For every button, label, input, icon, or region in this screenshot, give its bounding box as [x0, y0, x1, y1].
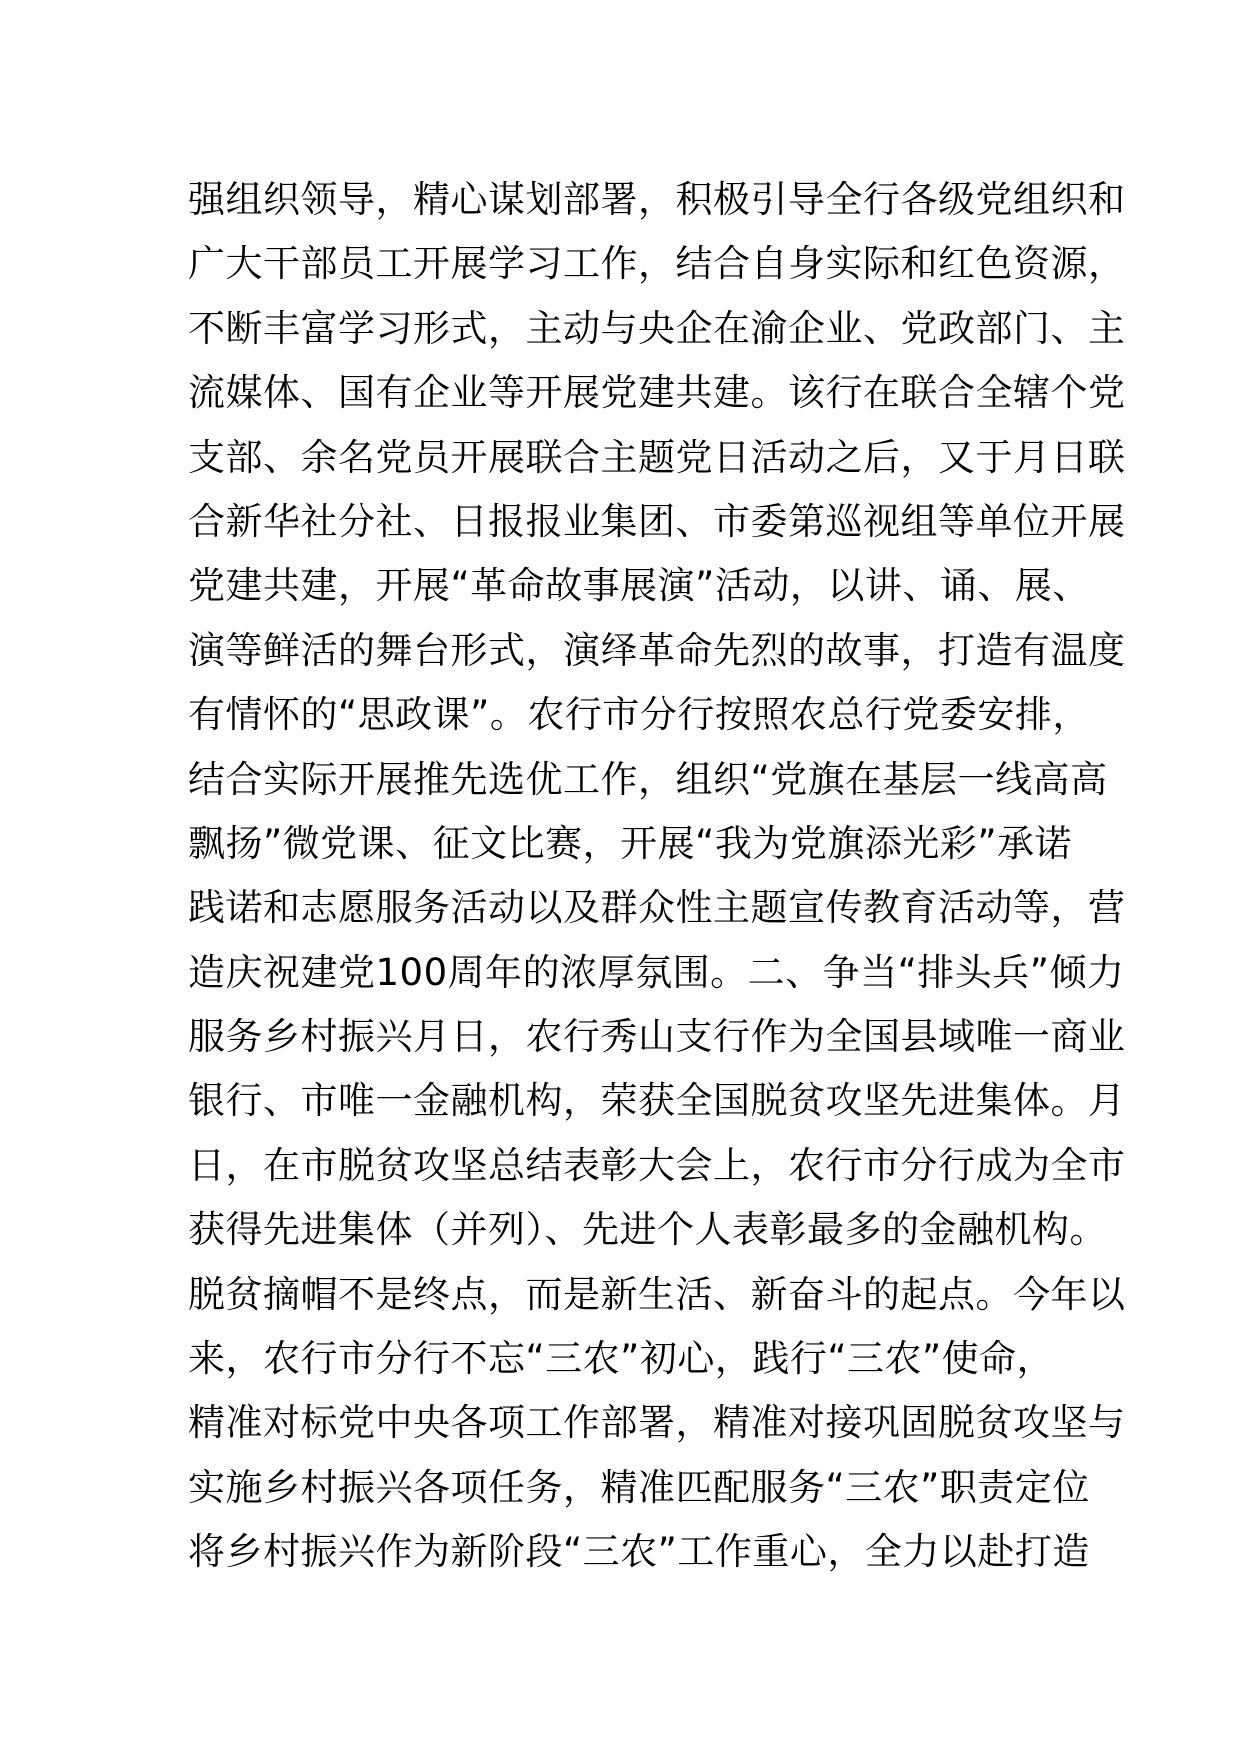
- text-line: 流媒体、国有企业等开展党建共建。该行在联合全辖个党: [188, 371, 1126, 415]
- text-line: 实施乡村振兴各项任务，精准匹配服务“三农”职责定位: [188, 1465, 1090, 1509]
- text-line: 演等鲜活的舞台形式，演绎革命先烈的故事，打造有温度: [188, 628, 1126, 672]
- body-text: [188, 168, 1126, 1585]
- text-line: 脱贫摘帽不是终点，而是新生活、新奋斗的起点。今年以: [188, 1272, 1126, 1316]
- text-line: 践诺和志愿服务活动以及群众性主题宣传教育活动等，营: [188, 886, 1126, 930]
- text-line: 造庆祝建党100周年的浓厚氛围。二、争当“排头兵”倾力: [188, 950, 1125, 994]
- text-line: 日，在市脱贫攻坚总结表彰大会上，农行市分行成为全市: [188, 1143, 1126, 1187]
- text-line: 广大干部员工开展学习工作，结合自身实际和红色资源，: [188, 242, 1126, 286]
- text-line: 党建共建，开展“革命故事展演”活动，以讲、诵、展、: [188, 564, 1090, 608]
- text-line: 来，农行市分行不忘“三农”初心，践行“三农”使命，: [188, 1337, 1055, 1381]
- text-line: 获得先进集体（并列）、先进个人表彰最多的金融机构。: [188, 1208, 1107, 1252]
- text-line: 强组织领导，精心谋划部署，积极引导全行各级党组织和: [188, 178, 1126, 221]
- text-line: 有情怀的“思政课”。农行市分行按照农总行党委安排，: [188, 693, 1090, 737]
- text-line: 合新华社分社、日报报业集团、市委第巡视组等单位开展: [188, 499, 1126, 543]
- text-line: 结合实际开展推先选优工作，组织“党旗在基层一线高高: [188, 757, 1108, 801]
- text-line: 支部、余名党员开展联合主题党日活动之后，又于月日联: [188, 435, 1126, 479]
- text-line: 飘扬”微党课、征文比赛，开展“我为党旗添光彩”承诺: [188, 821, 1073, 865]
- text-line: 服务乡村振兴月日，农行秀山支行作为全国县域唯一商业: [188, 1015, 1126, 1059]
- text-line: 将乡村振兴作为新阶段“三农”工作重心，全力以赴打造: [188, 1530, 1090, 1574]
- text-line: 不断丰富学习形式，主动与央企在渝企业、党政部门、主: [188, 306, 1126, 350]
- text-line: 银行、市唯一金融机构，荣获全国脱贫攻坚先进集体。月: [188, 1079, 1126, 1123]
- text-line: 精准对标党中央各项工作部署，精准对接巩固脱贫攻坚与: [188, 1401, 1126, 1445]
